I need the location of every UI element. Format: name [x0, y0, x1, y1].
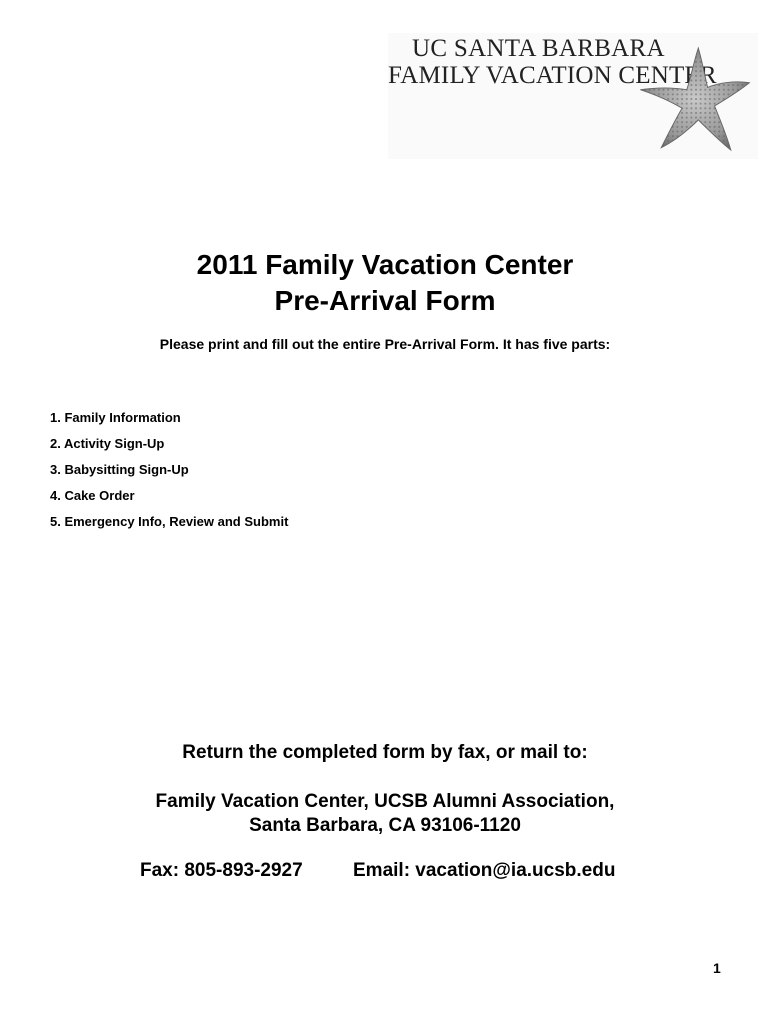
intro-text: Please print and fill out the entire Pre-Arrival Form. It has five parts:	[159, 336, 611, 352]
logo-text-line2: FAMILY VACATION CENTER	[388, 62, 717, 89]
address-line2: Santa Barbara, CA 93106-1120	[249, 815, 521, 836]
list-item: 1. Family Information	[50, 410, 181, 425]
return-heading: Return the completed form by fax, or mail to:	[182, 742, 588, 763]
form-title-line1: 2011 Family Vacation Center	[196, 249, 574, 280]
logo-text-line1: UC SANTA BARBARA	[412, 35, 665, 62]
address-line1: Family Vacation Center, UCSB Alumni Association,	[155, 791, 615, 812]
page-number: 1	[713, 960, 721, 976]
ucsb-fvc-logo	[388, 33, 758, 159]
form-title-line2: Pre-Arrival Form	[274, 285, 496, 316]
list-item: 4. Cake Order	[50, 488, 135, 503]
starfish-icon	[638, 41, 754, 157]
list-item: 3. Babysitting Sign-Up	[50, 462, 189, 477]
list-item: 5. Emergency Info, Review and Submit	[50, 514, 289, 529]
fax-number: Fax: 805-893-2927	[140, 860, 303, 881]
email-address: Email: vacation@ia.ucsb.edu	[353, 860, 616, 881]
parts-list	[50, 408, 288, 538]
list-item: 2. Activity Sign-Up	[50, 436, 165, 451]
